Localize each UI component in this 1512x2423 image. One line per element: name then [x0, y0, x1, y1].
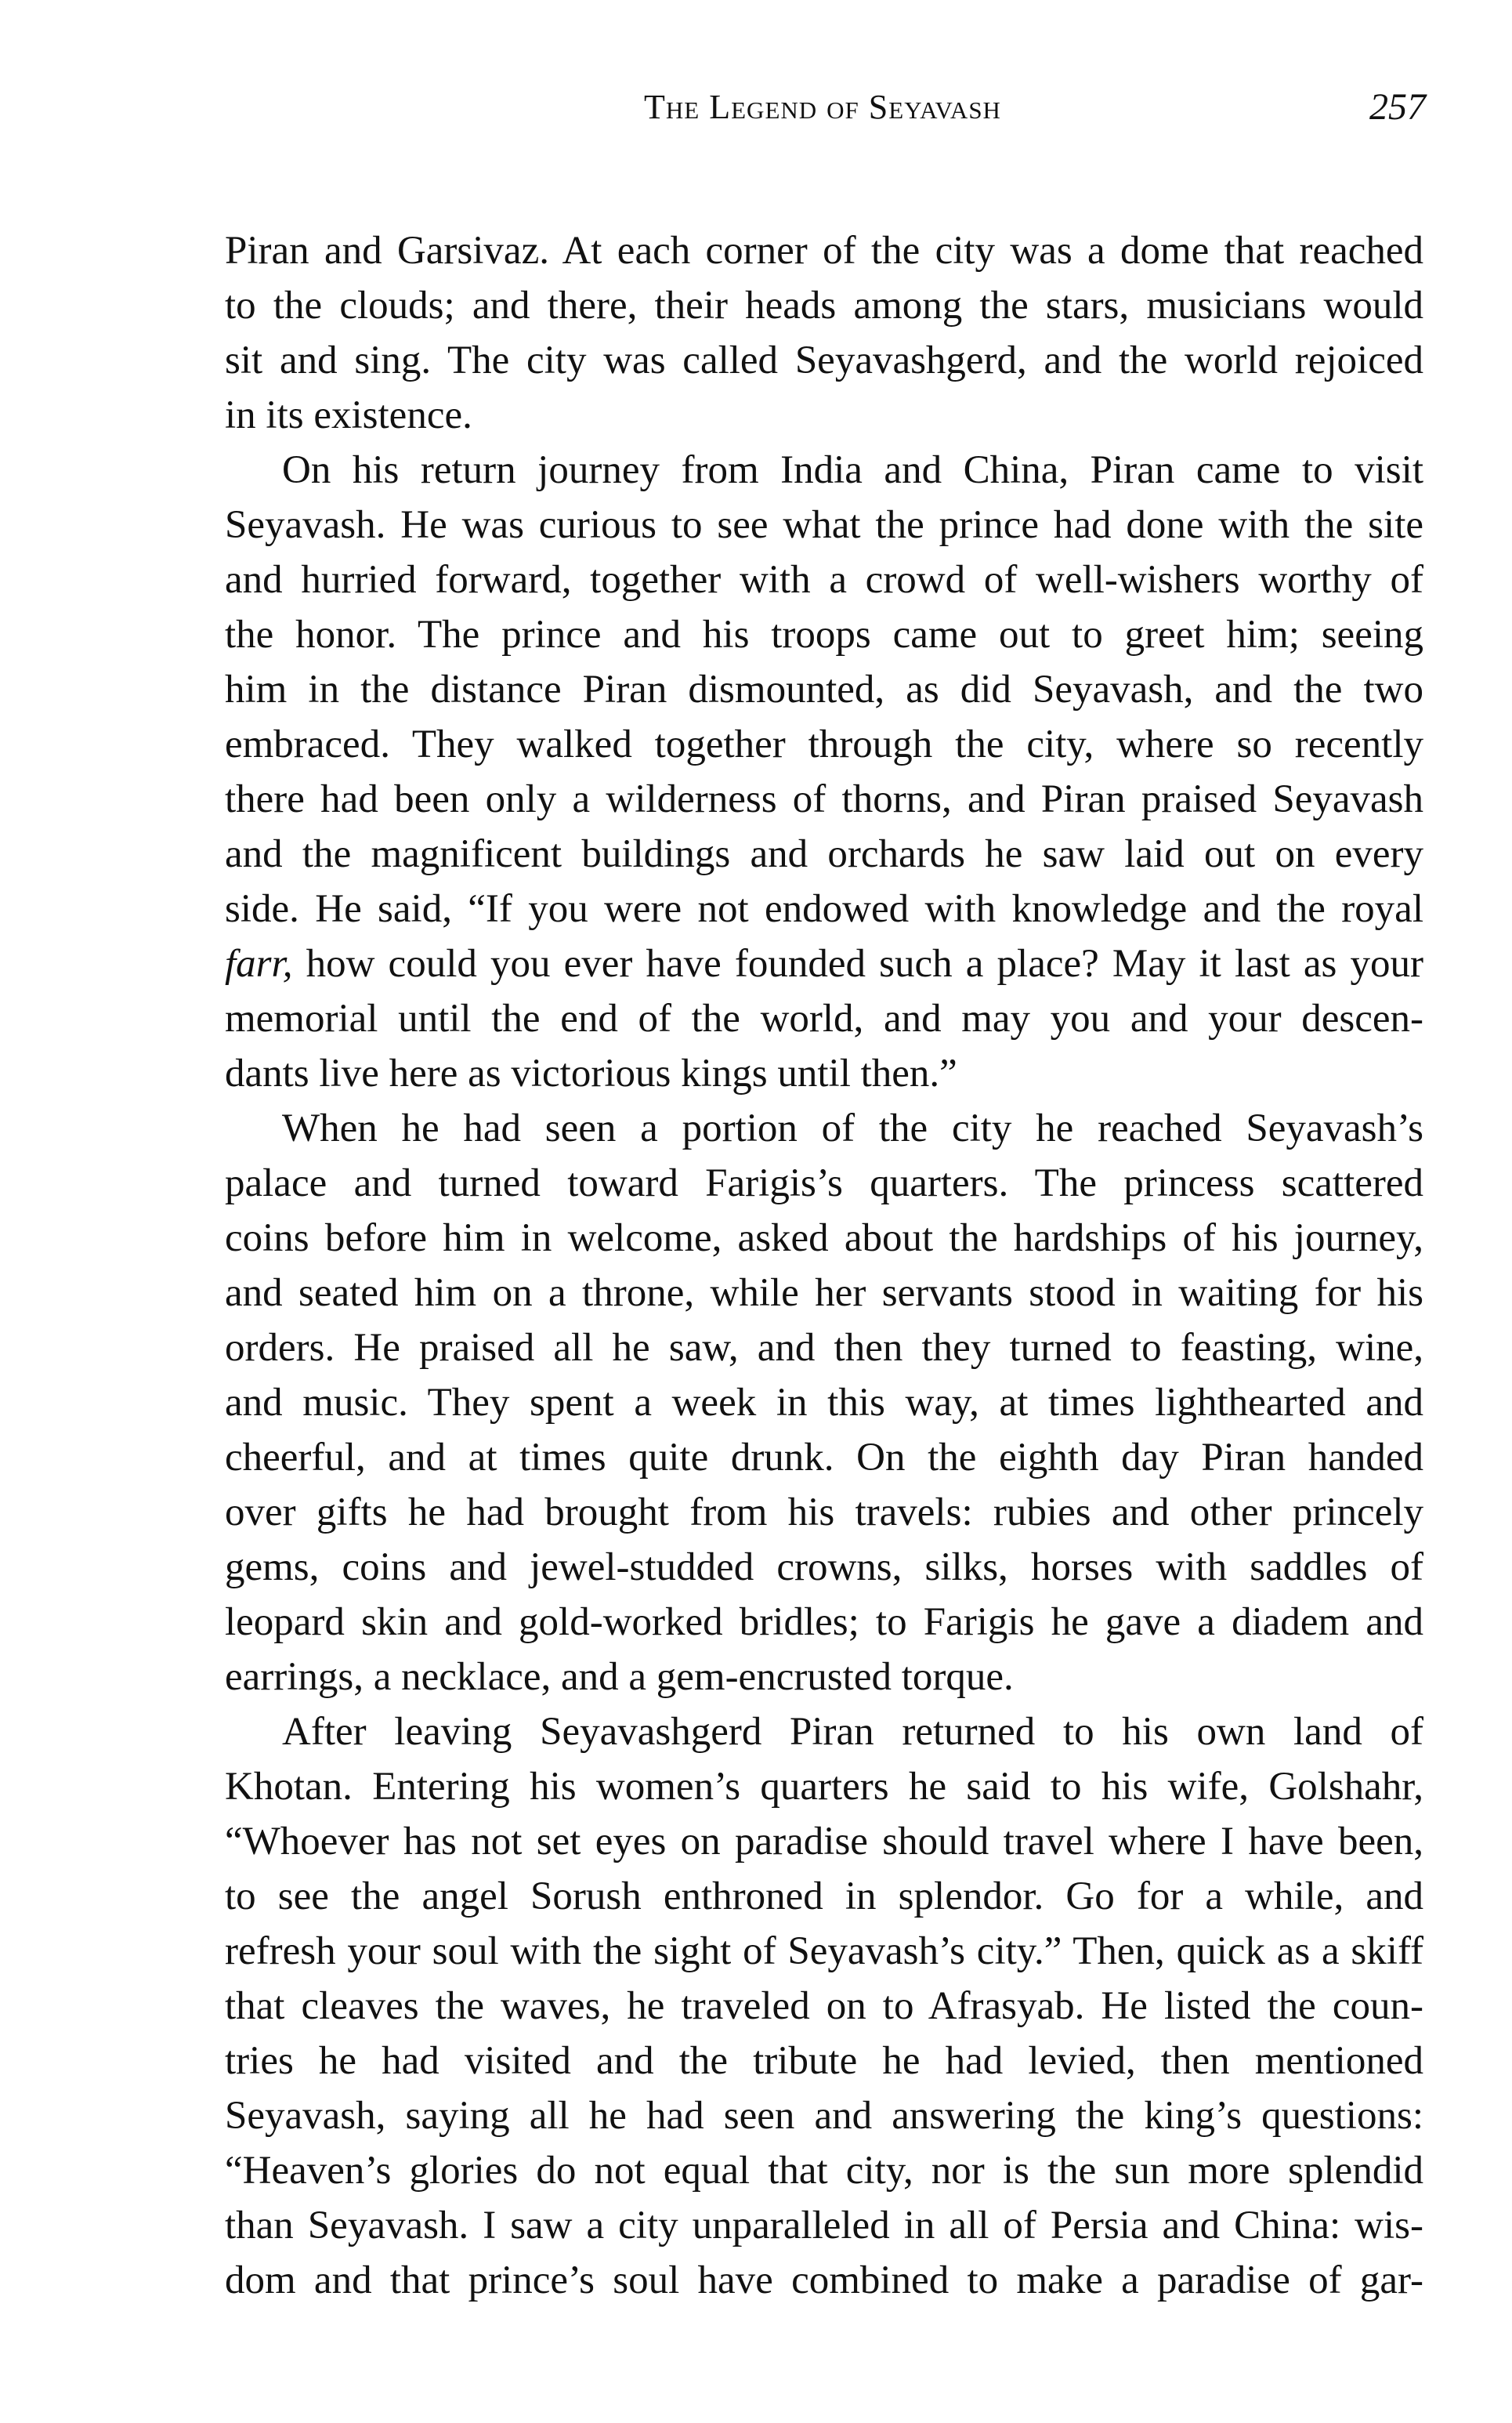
text-line: “Heaven’s glories do not equal that city, nor is the sun more splendid — [225, 2149, 1423, 2193]
text-line: him in the distance Piran dismounted, as did Seyavash, and the two — [225, 668, 1423, 712]
page-number: 257 — [1369, 86, 1426, 128]
body-text — [225, 223, 1423, 2308]
text-line-paragraph-end: earrings, a necklace, and a gem-encrusted torque. — [225, 1655, 1014, 1699]
text-line: there had been only a wilderness of thorns, and Piran praised Seyavash — [225, 777, 1423, 821]
text-line-paragraph-start: When he had seen a portion of the city he reached Seyavash’s — [282, 1106, 1423, 1150]
text-line-paragraph-end: in its existence. — [225, 393, 472, 437]
text-line: and the magnificent buildings and orchards he saw laid out on every — [225, 832, 1423, 876]
text-line: embraced. They walked together through the city, where so recently — [225, 723, 1423, 766]
text-line-rest: how could you ever have founded such a place? May it last as your — [292, 942, 1423, 986]
text-line: to see the angel Sorush enthroned in splendor. Go for a while, and — [225, 1874, 1423, 1918]
text-line: than Seyavash. I saw a city unparalleled in all of Persia and China: wis- — [225, 2204, 1423, 2247]
text-line: and hurried forward, together with a crowd of well-wishers worthy of — [225, 558, 1423, 602]
text-line: side. He said, “If you were not endowed with knowledge and the royal — [225, 887, 1423, 931]
text-line: to the clouds; and there, their heads among the stars, musicians would — [225, 284, 1423, 328]
text-line: Seyavash, saying all he had seen and answering the king’s questions: — [225, 2094, 1423, 2138]
text-line: refresh your soul with the sight of Seyavash’s city.” Then, quick as a skiff — [225, 1929, 1423, 1973]
text-line-paragraph-start: On his return journey from India and China, Piran came to visit — [282, 448, 1423, 492]
text-line: over gifts he had brought from his travels: rubies and other princely — [225, 1490, 1423, 1534]
text-line-paragraph-start: After leaving Seyavashgerd Piran returned to his own land of — [282, 1710, 1423, 1754]
text-line-with-italic — [225, 936, 1423, 991]
text-line: the honor. The prince and his troops came out to greet him; seeing — [225, 613, 1423, 657]
text-line: palace and turned toward Farigis’s quarters. The princess scattered — [225, 1161, 1423, 1205]
text-line: coins before him in welcome, asked about the hardships of his journey, — [225, 1216, 1423, 1260]
running-head — [0, 0, 1512, 157]
text-line: tries he had visited and the tribute he had levied, then mentioned — [225, 2039, 1423, 2083]
text-line: memorial until the end of the world, and may you and your descen- — [225, 997, 1423, 1041]
text-line: dom and that prince’s soul have combined to make a paradise of gar- — [225, 2258, 1423, 2302]
text-line: and seated him on a throne, while her servants stood in waiting for his — [225, 1271, 1423, 1315]
text-line: cheerful, and at times quite drunk. On the eighth day Piran handed — [225, 1436, 1423, 1480]
text-line-paragraph-end: dants live here as victorious kings until then.” — [225, 1052, 957, 1096]
text-line: that cleaves the waves, he traveled on to Afrasyab. He listed the coun- — [225, 1984, 1423, 2028]
text-line: and music. They spent a week in this way, at times lighthearted and — [225, 1381, 1423, 1425]
running-title: The Legend of Seyavash — [644, 88, 1001, 126]
text-line: Seyavash. He was curious to see what the prince had done with the site — [225, 503, 1423, 547]
text-line: “Whoever has not set eyes on paradise should travel where I have been, — [225, 1820, 1423, 1863]
text-line: gems, coins and jewel-studded crowns, silks, horses with saddles of — [225, 1545, 1423, 1589]
text-line: leopard skin and gold-worked bridles; to Farigis he gave a diadem and — [225, 1600, 1423, 1644]
text-line: sit and sing. The city was called Seyavashgerd, and the world rejoiced — [225, 339, 1423, 382]
text-line: Piran and Garsivaz. At each corner of the city was a dome that reached — [225, 229, 1423, 273]
text-line: Khotan. Entering his women’s quarters he said to his wife, Golshahr, — [225, 1765, 1423, 1809]
italic-term-farr: farr, — [225, 942, 293, 986]
text-line: orders. He praised all he saw, and then they turned to feasting, wine, — [225, 1326, 1423, 1370]
